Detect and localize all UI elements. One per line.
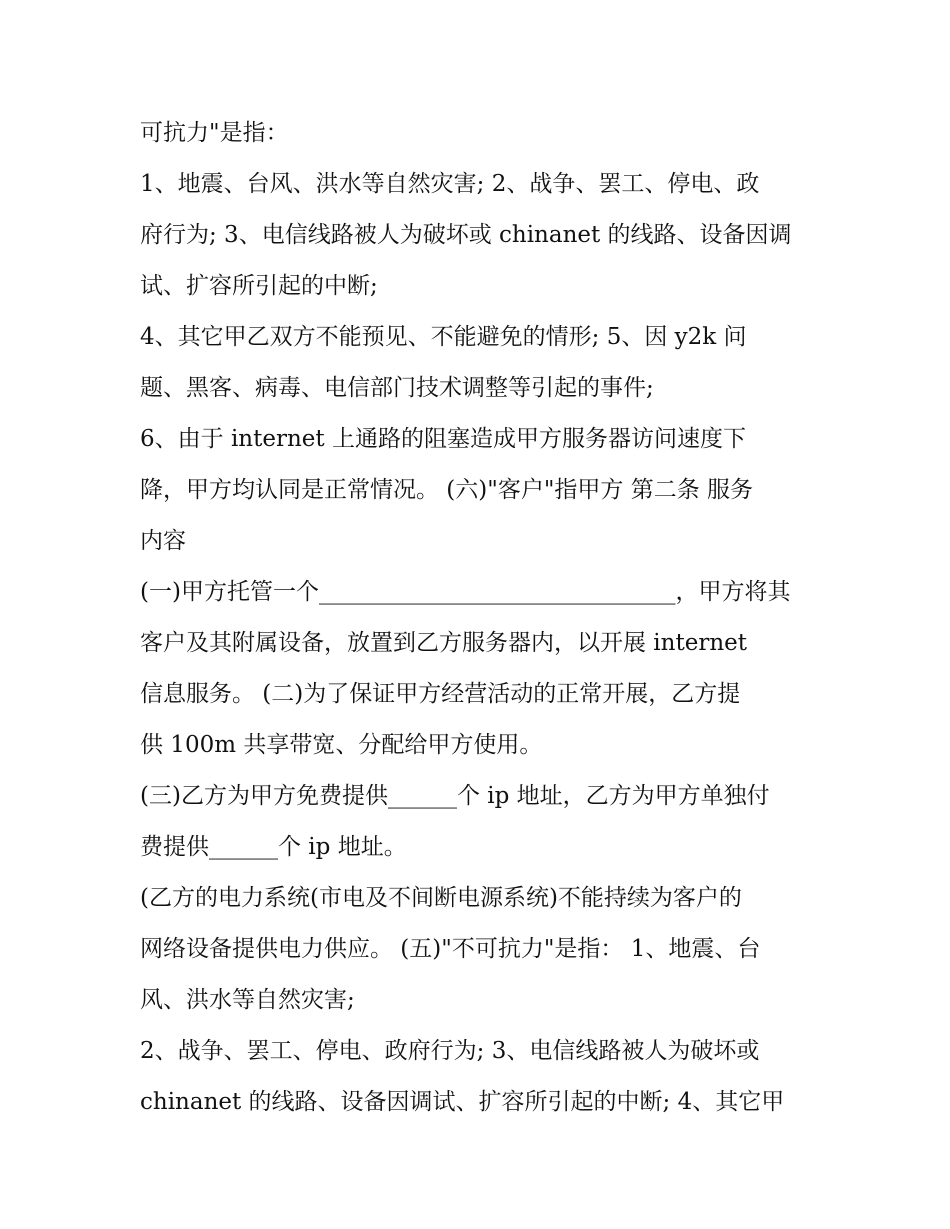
text-line: 降，甲方均认同是正常情况。 (六)"客户"指甲方 第二条 服务: [140, 477, 754, 503]
paragraph-force-majeure-definition: [140, 108, 820, 159]
paragraph-power-supply: [140, 873, 820, 1026]
text-line: (乙方的电力系统(市电及不间断电源系统)不能持续为客户的: [140, 885, 742, 911]
text-line: 费提供______个 ip 地址。: [140, 834, 407, 860]
text-line: (三)乙方为甲方免费提供______个 ip 地址，乙方为甲方单独付: [140, 783, 770, 809]
text-line: 4、其它甲乙双方不能预见、不能避免的情形; 5、因 y2k 问: [140, 324, 747, 350]
text-line: 网络设备提供电力供应。 (五)"不可抗力"是指： 1、地震、台: [140, 936, 761, 962]
paragraph-service-content: [140, 567, 820, 771]
text-line: (一)甲方托管一个_______________________________，甲方将其: [140, 579, 791, 605]
text-line: 可抗力"是指：: [140, 120, 289, 146]
paragraph-force-majeure-items-4-5: [140, 312, 820, 414]
text-line: 题、黑客、病毒、电信部门技术调整等引起的事件;: [140, 375, 654, 401]
document-body: [140, 108, 820, 1128]
text-line: 客户及其附属设备，放置到乙方服务器内，以开展 internet: [140, 630, 747, 656]
text-line: 内容: [140, 528, 186, 554]
text-line: 供 100m 共享带宽、分配给甲方使用。: [140, 732, 543, 758]
text-line: 试、扩容所引起的中断;: [140, 273, 378, 299]
text-line: 府行为; 3、电信线路被人为破坏或 chinanet 的线路、设备因调: [140, 222, 792, 248]
text-line: 风、洪水等自然灾害;: [140, 987, 355, 1013]
paragraph-force-majeure-item-6: [140, 414, 820, 567]
text-line: 信息服务。 (二)为了保证甲方经营活动的正常开展，乙方提: [140, 681, 741, 707]
text-line: 1、地震、台风、洪水等自然灾害; 2、战争、罢工、停电、政: [140, 171, 760, 197]
text-line: 6、由于 internet 上通路的阻塞造成甲方服务器访问速度下: [140, 426, 746, 452]
paragraph-ip-addresses: [140, 771, 820, 873]
paragraph-force-majeure-items-1-3: [140, 159, 820, 312]
text-line: chinanet 的线路、设备因调试、扩容所引起的中断; 4、其它甲: [140, 1089, 785, 1115]
text-line: 2、战争、罢工、停电、政府行为; 3、电信线路被人为破坏或: [140, 1038, 760, 1064]
paragraph-force-majeure-repeat: [140, 1026, 820, 1128]
